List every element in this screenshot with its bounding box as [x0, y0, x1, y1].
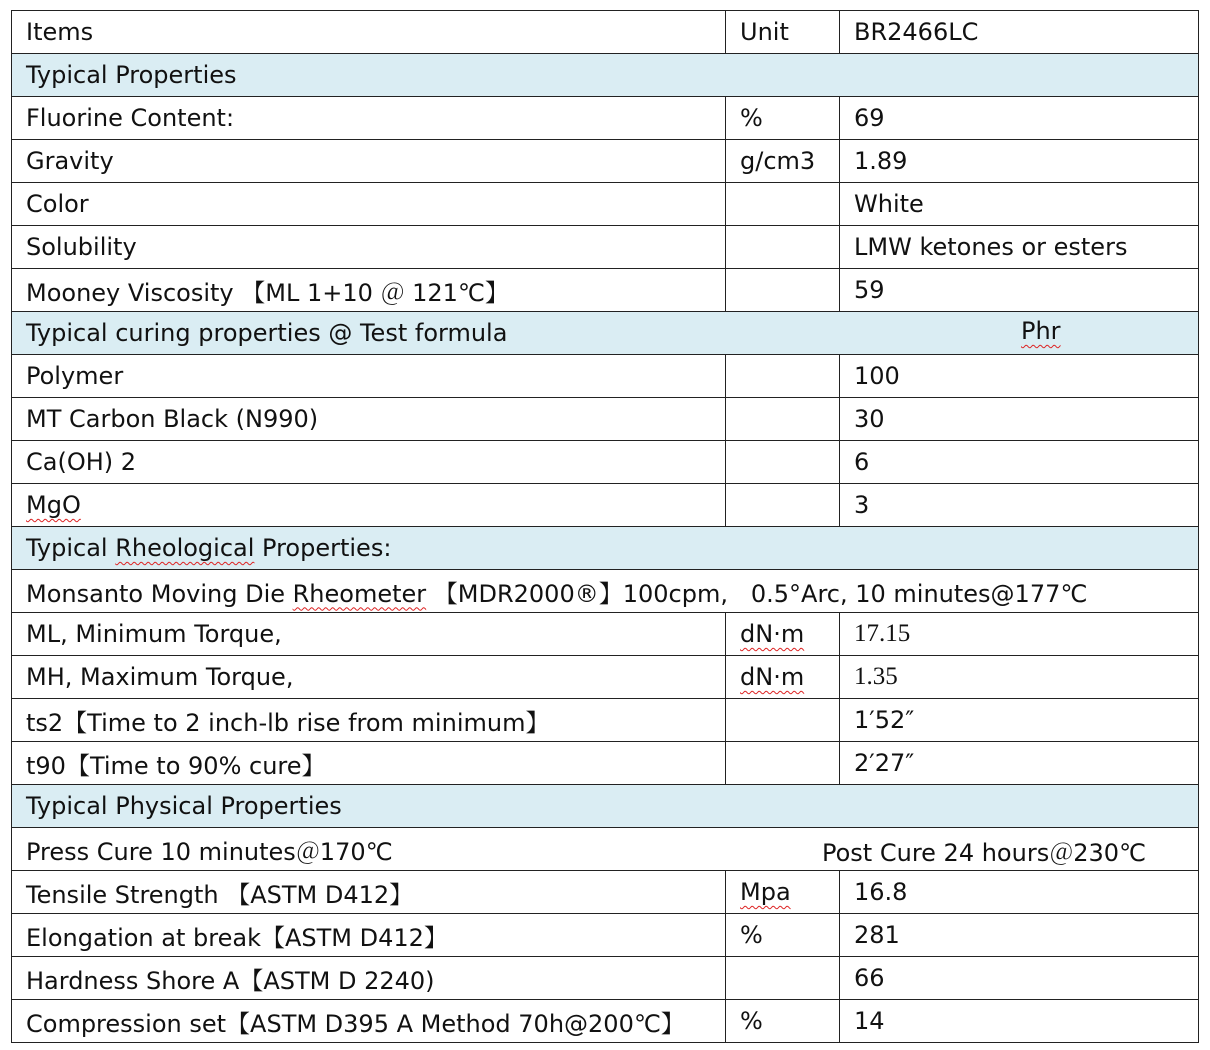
unit-cell: % [726, 97, 840, 140]
item-cell: Tensile Strength 【ASTM D412】 [12, 871, 726, 914]
item-cell: Fluorine Content: [12, 97, 726, 140]
unit-text: Mpa [740, 878, 791, 906]
unit-cell [726, 398, 840, 441]
item-cell: Color [12, 183, 726, 226]
press-cure-note: Press Cure 10 minutes＠170℃ [26, 837, 393, 866]
table-row [12, 226, 1199, 269]
table-row [12, 1000, 1199, 1043]
section-curing-properties [12, 312, 1199, 355]
unit-cell [726, 183, 840, 226]
table-row [12, 183, 1199, 226]
table-row [12, 957, 1199, 1000]
header-items: Items [12, 11, 726, 54]
value-cell: White [840, 183, 1199, 226]
unit-cell: % [726, 1000, 840, 1043]
table-row [12, 656, 1199, 699]
note-word: Rheometer [292, 579, 427, 608]
item-cell: MT Carbon Black (N990) [12, 398, 726, 441]
rheometer-note [12, 570, 1199, 613]
section-physical-properties [12, 785, 1199, 828]
note-suffix: 【MDR2000®】100cpm, 0.5°Arc, 10 minutes@177℃ [426, 579, 1088, 608]
unit-cell [726, 484, 840, 527]
section-title: Typical curing properties @ Test formula [26, 319, 508, 347]
item-cell: ML, Minimum Torque, [12, 613, 726, 656]
item-text: MgO [26, 491, 81, 519]
table-row [12, 140, 1199, 183]
value-cell: 14 [840, 1000, 1199, 1043]
post-cure-note: Post Cure 24 hours＠230℃ [822, 839, 1146, 867]
note-prefix: Monsanto Moving Die [26, 579, 293, 608]
item-cell: ts2【Time to 2 inch-lb rise from minimum】 [12, 699, 726, 742]
unit-cell [726, 226, 840, 269]
value-cell: 1.35 [840, 656, 1199, 699]
section-title-prefix: Typical [26, 534, 116, 562]
item-cell: Solubility [12, 226, 726, 269]
cure-note-row [12, 828, 1199, 871]
unit-cell [726, 613, 840, 656]
table-row [12, 484, 1199, 527]
item-cell: Gravity [12, 140, 726, 183]
section-typical-properties [12, 54, 1199, 97]
unit-cell [726, 656, 840, 699]
unit-text: dN·m [740, 663, 805, 691]
unit-cell [726, 957, 840, 1000]
value-cell: 1.89 [840, 140, 1199, 183]
table-row [12, 355, 1199, 398]
value-cell: 69 [840, 97, 1199, 140]
section-rheological-properties [12, 527, 1199, 570]
value-cell: 3 [840, 484, 1199, 527]
item-cell: Hardness Shore A【ASTM D 2240) [12, 957, 726, 1000]
value-cell: 281 [840, 914, 1199, 957]
phr-label: Phr [1021, 317, 1061, 345]
table-row [12, 269, 1199, 312]
table-row [12, 441, 1199, 484]
value-cell: 100 [840, 355, 1199, 398]
item-cell: Mooney Viscosity 【ML 1+10 ＠ 121℃】 [12, 269, 726, 312]
value-cell: 59 [840, 269, 1199, 312]
properties-table [11, 10, 1199, 1043]
section-title-suffix: Properties: [254, 534, 392, 562]
unit-cell: g/cm3 [726, 140, 840, 183]
table-row [12, 398, 1199, 441]
unit-cell: % [726, 914, 840, 957]
section-title-word: Rheological [115, 534, 255, 562]
unit-cell [726, 871, 840, 914]
header-row [12, 11, 1199, 54]
item-cell: Ca(OH) 2 [12, 441, 726, 484]
table-row [12, 613, 1199, 656]
section-title-cell [12, 312, 1199, 355]
table-row [12, 914, 1199, 957]
value-cell: 2′27″ [840, 742, 1199, 785]
value-cell: 17.15 [840, 613, 1199, 656]
header-grade: BR2466LC [840, 11, 1199, 54]
item-cell: Compression set【ASTM D395 A Method 70h@200℃】 [12, 1000, 726, 1043]
value-cell: 6 [840, 441, 1199, 484]
table-row [12, 699, 1199, 742]
table-row [12, 871, 1199, 914]
value-cell: 16.8 [840, 871, 1199, 914]
unit-cell [726, 441, 840, 484]
value-cell: 1′52″ [840, 699, 1199, 742]
unit-cell [726, 742, 840, 785]
item-cell: Polymer [12, 355, 726, 398]
item-cell [12, 484, 726, 527]
item-cell: t90【Time to 90% cure】 [12, 742, 726, 785]
unit-cell [726, 269, 840, 312]
unit-cell [726, 699, 840, 742]
header-unit: Unit [726, 11, 840, 54]
unit-cell [726, 355, 840, 398]
section-title: Typical Physical Properties [12, 785, 1199, 828]
section-title [12, 527, 1199, 570]
table-row [12, 742, 1199, 785]
value-cell: 30 [840, 398, 1199, 441]
rheometer-note-row [12, 570, 1199, 613]
item-cell: MH, Maximum Torque, [12, 656, 726, 699]
item-cell: Elongation at break【ASTM D412】 [12, 914, 726, 957]
table-row [12, 97, 1199, 140]
cure-note [12, 828, 1199, 871]
value-cell: 66 [840, 957, 1199, 1000]
section-title: Typical Properties [12, 54, 1199, 97]
unit-text: dN·m [740, 620, 805, 648]
value-cell: LMW ketones or esters [840, 226, 1199, 269]
